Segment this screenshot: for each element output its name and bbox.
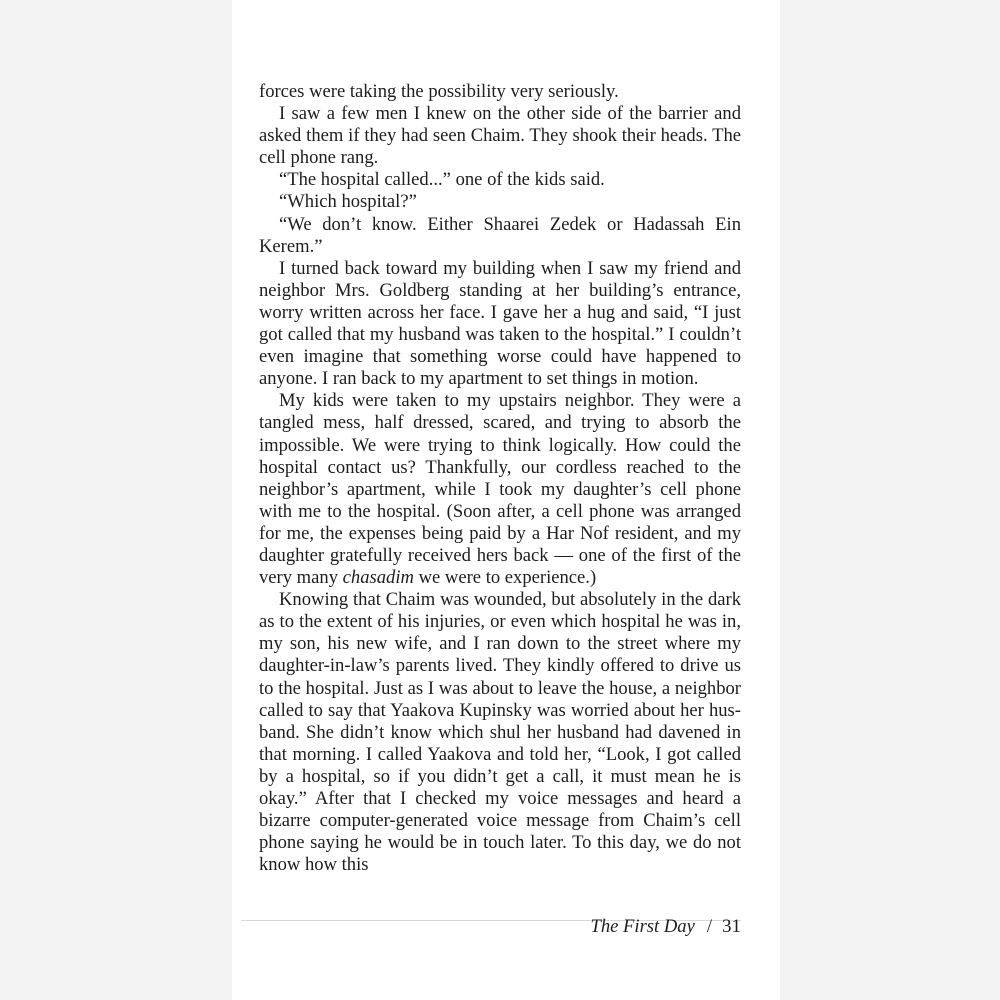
- chapter-title: The First Day: [590, 916, 695, 937]
- paragraph-text: My kids were taken to my upstairs neighbor. They were a tangled mess, half dressed, scared, and trying to absorb the impossible. We were trying to think logically. How could the hospital contact us? Thankfully, our cordless reached to the neighbor’s apartment, while I took my daughter’s cell phone with me to the hospital. (Soon after, a cell phone was arranged for me, the expenses being paid by a Har Nof resident, and my daughter gratefully received hers back — one of the first of the very many: [259, 390, 741, 589]
- paragraph-text: we were to experience.): [413, 567, 597, 589]
- paragraph-5: [259, 214, 741, 258]
- paragraph-7: [259, 390, 741, 589]
- paragraph-2: [259, 103, 741, 169]
- page-number: 31: [722, 916, 741, 937]
- running-footer: [591, 916, 742, 938]
- footer-separator: /: [706, 916, 712, 937]
- paragraph-text: I turned back toward my building when I saw my friend and neighbor Mrs. Goldberg standing at her building’s entrance, worry written across her face. I gave her a hug and said, “I just got called that my husband was taken to the hospital.” I couldn’t even imagine that something worse could have happened to anyone. I ran back to my apartment to set things in motion.: [259, 257, 741, 390]
- paragraph-text: “We don’t know. Either Shaarei Zedek or Hadassah Ein Kerem.”: [259, 213, 741, 257]
- body-text: [259, 81, 741, 876]
- paragraph-text: I saw a few men I knew on the other side of the barrier and asked them if they had seen Chaim. They shook their heads. The cell phone rang.: [259, 103, 741, 169]
- paragraph-6: [259, 258, 741, 391]
- paragraph-3: [259, 169, 741, 191]
- paragraph-text: “Which hospital?”: [279, 191, 417, 213]
- paragraph-1: [259, 81, 741, 103]
- paragraph-text: Knowing that Chaim was wounded, but absolutely in the dark as to the extent of his injuries, or even which hospital he was in, my son, his new wife, and I ran down to the street where my daughter-in-law’s parents lived. They kindly offered to drive us to the hospital. Just as I was about to leave the house, a neighbor called to say that Yaakova Kupinsky was worried about her husband. She didn’t know which shul her husband had davened in that morning. I called Yaakova and told her, “Look, I got called by a hospital, so if you didn’t get a call, it must mean he is okay.” After that I checked my voice messages and heard a bizarre computer-generated voice message from Chaim’s cell phone saying he would be in touch later. To this day, we do not know how this: [259, 589, 741, 876]
- italic-term: chasadim: [342, 567, 414, 589]
- paragraph-8: [259, 589, 741, 876]
- paragraph-text: “The hospital called...” one of the kids said.: [279, 169, 605, 191]
- paragraph-text: forces were taking the possibility very seriously.: [259, 81, 619, 102]
- paragraph-4: [259, 191, 741, 213]
